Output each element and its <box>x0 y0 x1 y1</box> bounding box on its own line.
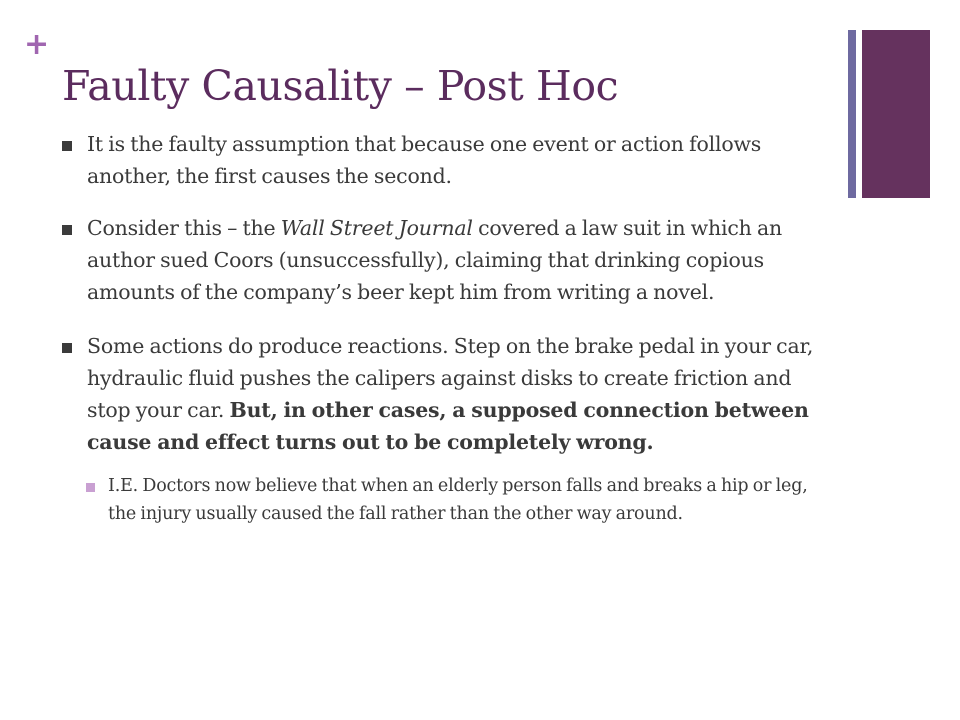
square-bullet-icon <box>62 343 72 353</box>
square-bullet-icon <box>62 225 72 235</box>
bullet-item <box>62 212 834 308</box>
plus-icon: + <box>24 27 50 62</box>
sub-bullet-text: I.E. Doctors now believe that when an elderly person falls and breaks a hip or leg, the injury usually caused the fall rather than the other way around. <box>108 476 808 524</box>
publication-name: Wall Street Journal <box>280 216 473 240</box>
square-sub-bullet-icon <box>86 483 95 492</box>
bullet-list <box>62 128 834 528</box>
bullet-text-emphasis: But, in other cases, a supposed connection between cause and effect turns out to be completely wrong. <box>87 398 809 454</box>
accent-bar-thick <box>862 30 930 198</box>
bullet-text-prefix: Some actions do produce reactions. Step on the brake pedal in your car, hydraulic fluid pushes the calipers against disks to create friction and stop your car. <box>87 334 814 422</box>
bullet-text-prefix: Consider this – the <box>87 216 281 240</box>
slide-title: Faulty Causality – Post Hoc <box>62 62 619 110</box>
accent-bar-thin <box>848 30 856 198</box>
square-bullet-icon <box>62 141 72 151</box>
bullet-text: It is the faulty assumption that because one event or action follows another, the first causes the second. <box>87 132 762 188</box>
bullet-item <box>62 330 834 458</box>
bullet-text-suffix: covered a law suit in which an author sued Coors (unsuccessfully), claiming that drinking copious amounts of the company’s beer kept him from writing a novel. <box>87 216 783 304</box>
bullet-item <box>62 128 834 192</box>
sub-bullet-item <box>86 472 834 528</box>
